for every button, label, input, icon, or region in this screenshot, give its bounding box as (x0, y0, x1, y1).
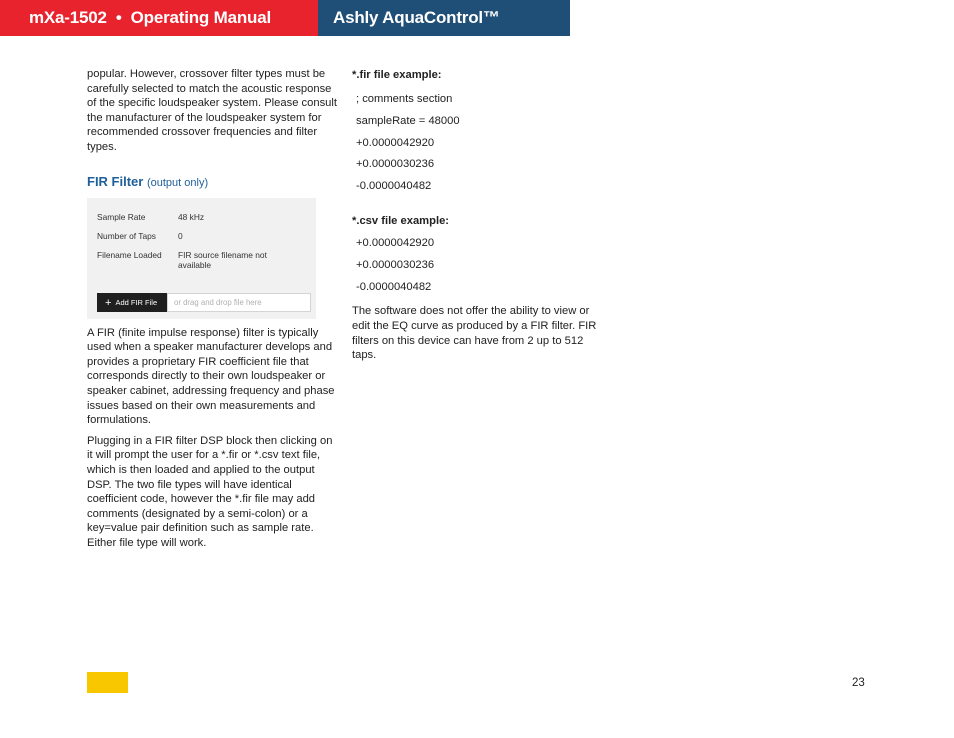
csv-example-code (352, 233, 598, 298)
section-title: FIR Filter (87, 173, 144, 189)
add-fir-file-label: Add FIR File (115, 297, 158, 307)
add-fir-file-button[interactable] (97, 293, 167, 312)
panel-row-value: FIR source filename not available (178, 249, 267, 270)
panel-row-key: Filename Loaded (97, 249, 162, 260)
right-column (352, 67, 598, 363)
manual-title-banner (0, 0, 318, 36)
fir-usage-paragraph: Plugging in a FIR filter DSP block then clicking on it will prompt the user for a *.fir or *.csv text file, which is then loaded and applied to the output DSP. The two file types will have identical coefficient code, however the *.fir file may add comments (designated by a semi-colon) or a key=value pair definition such as sample rate. Either file type will work. (87, 434, 333, 549)
fir-description-paragraph: A FIR (finite impulse response) filter is typically used when a speaker manufacturer develops and provides a proprietary FIR coefficient file that corresponds directly to their own loudspeaker or speaker cabinet, addressing frequency and phase issues based on their own measurements and formulations. (87, 326, 335, 427)
panel-row-value: 0 (178, 230, 183, 241)
left-column (87, 67, 337, 550)
section-heading (87, 174, 337, 189)
fir-example-title: *.fir file example: (352, 69, 442, 81)
manual-title: mXa-1502 • Operating Manual (29, 8, 272, 27)
csv-example-title: *.csv file example: (352, 214, 450, 227)
closing-paragraph: The software does not offer the ability to view or edit the EQ curve as produced by a FIR filter. FIR filters on this device can have from 2 up to 512 taps. (352, 305, 597, 362)
fir-code-line: -0.0000040482 (356, 180, 432, 193)
plus-icon: + (105, 296, 112, 309)
fir-code-line: ; comments section (356, 93, 453, 105)
fir-example-code (352, 89, 598, 198)
software-title-banner (318, 0, 570, 63)
footer-accent-block (87, 672, 128, 693)
panel-row-key: Sample Rate (97, 211, 146, 222)
fir-code-line: sampleRate = 48000 (356, 114, 460, 127)
intro-paragraph: popular. However, crossover filter types must be carefully selected to match the acoustic response of the specific loudspeaker system. Please consult the manufacturer of the loudspeaker system for recommended crossover frequencies and filter types. (87, 68, 337, 153)
csv-code-line: +0.0000042920 (356, 236, 435, 249)
fir-code-line: +0.0000030236 (356, 158, 435, 171)
file-drop-zone[interactable] (167, 293, 311, 312)
page-number: 23 (852, 677, 865, 689)
section-subtitle: (output only) (146, 176, 209, 189)
panel-row-key: Number of Taps (97, 230, 156, 241)
fir-code-line: +0.0000042920 (356, 136, 435, 149)
csv-code-line: -0.0000040482 (356, 280, 432, 293)
software-title: Ashly AquaControl™ Software (333, 8, 500, 63)
fir-settings-panel (87, 198, 316, 319)
panel-row-value: 48 kHz (178, 211, 205, 222)
csv-code-line: +0.0000030236 (356, 258, 435, 271)
drop-placeholder: or drag and drop file here (174, 297, 262, 307)
